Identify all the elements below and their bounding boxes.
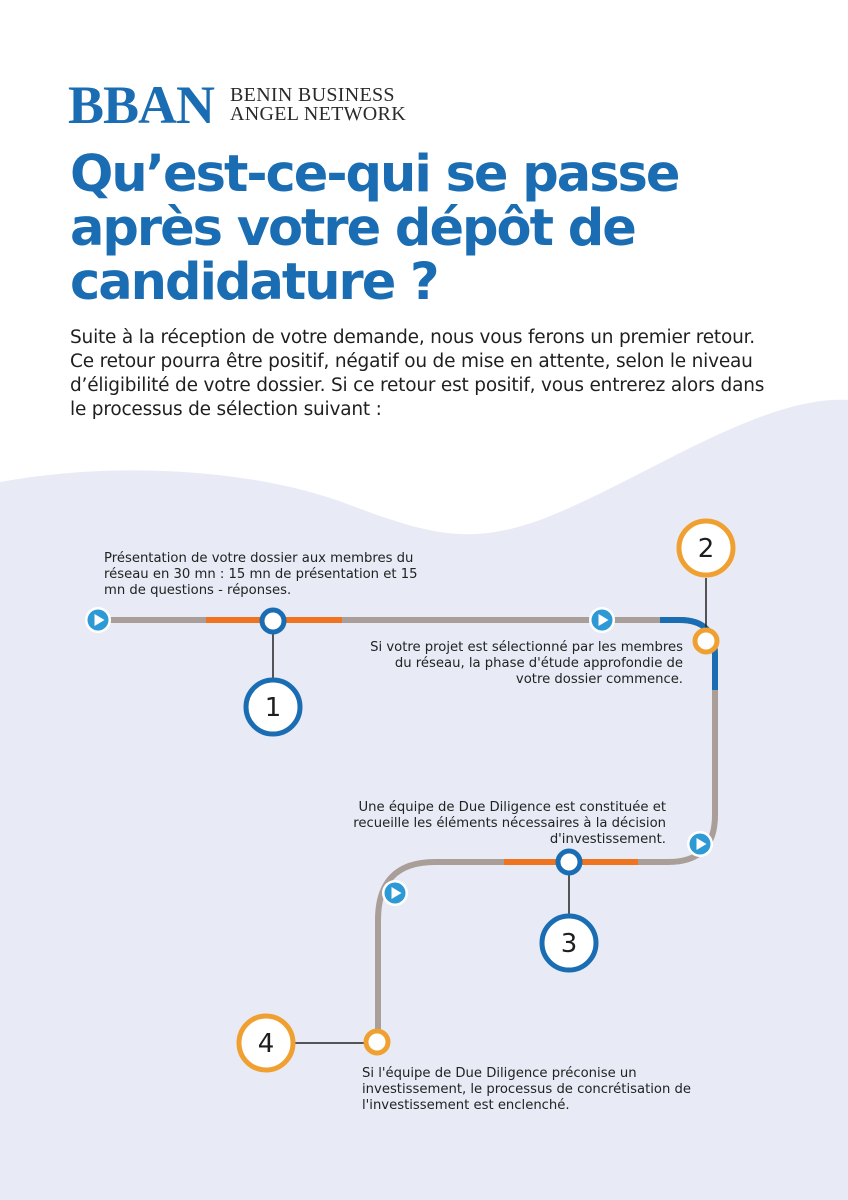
step-caption-4: Si l'équipe de Due Diligence préconise un investissement, le processus de concrétisation de l'investissement est enclenché. (362, 1066, 692, 1113)
brand-mark: BBAN (68, 75, 215, 135)
step-badge-3 (542, 916, 596, 970)
play-arrow-icon (589, 607, 615, 633)
brand-name-line1: BENIN BUSINESS (230, 84, 395, 106)
step-badge-4 (239, 1016, 293, 1070)
step-badge-1 (246, 680, 300, 734)
play-arrow-icon (85, 607, 111, 633)
step-number-1: 1 (264, 693, 282, 723)
step-caption-3: Une équipe de Due Diligence est constituée et recueille les éléments nécessaires à la décision d'investissement. (353, 800, 666, 847)
step-number-4: 4 (257, 1029, 275, 1059)
step-number-2: 2 (697, 534, 715, 564)
track-marker-4 (366, 1031, 388, 1053)
intro-paragraph: Suite à la réception de votre demande, nous vous ferons un premier retour. Ce retour pourra être positif, négatif ou de mise en attente, selon le niveau d’éligibilité de votre dossier. Si ce retour est positif, vous entrerez alors dans le processus de sélection suivant : (70, 327, 765, 420)
page-title: Qu’est-ce-qui se passe après votre dépôt de candidature ? (70, 145, 679, 312)
play-arrow-icon (687, 831, 713, 857)
track-marker-1 (262, 610, 284, 632)
track-marker-3 (558, 851, 580, 873)
step-badge-2 (679, 521, 733, 575)
step-number-3: 3 (560, 929, 578, 959)
step-caption-2: Si votre projet est sélectionné par les membres du réseau, la phase d'étude approfondie de votre dossier commence. (370, 640, 683, 687)
play-arrow-icon (382, 880, 408, 906)
brand-name-line2: ANGEL NETWORK (230, 103, 406, 125)
step-caption-1: Présentation de votre dossier aux membres du réseau en 30 mn : 15 mn de présentation et 15 mn de questions - réponses. (104, 551, 418, 598)
track-marker-2 (695, 630, 717, 652)
